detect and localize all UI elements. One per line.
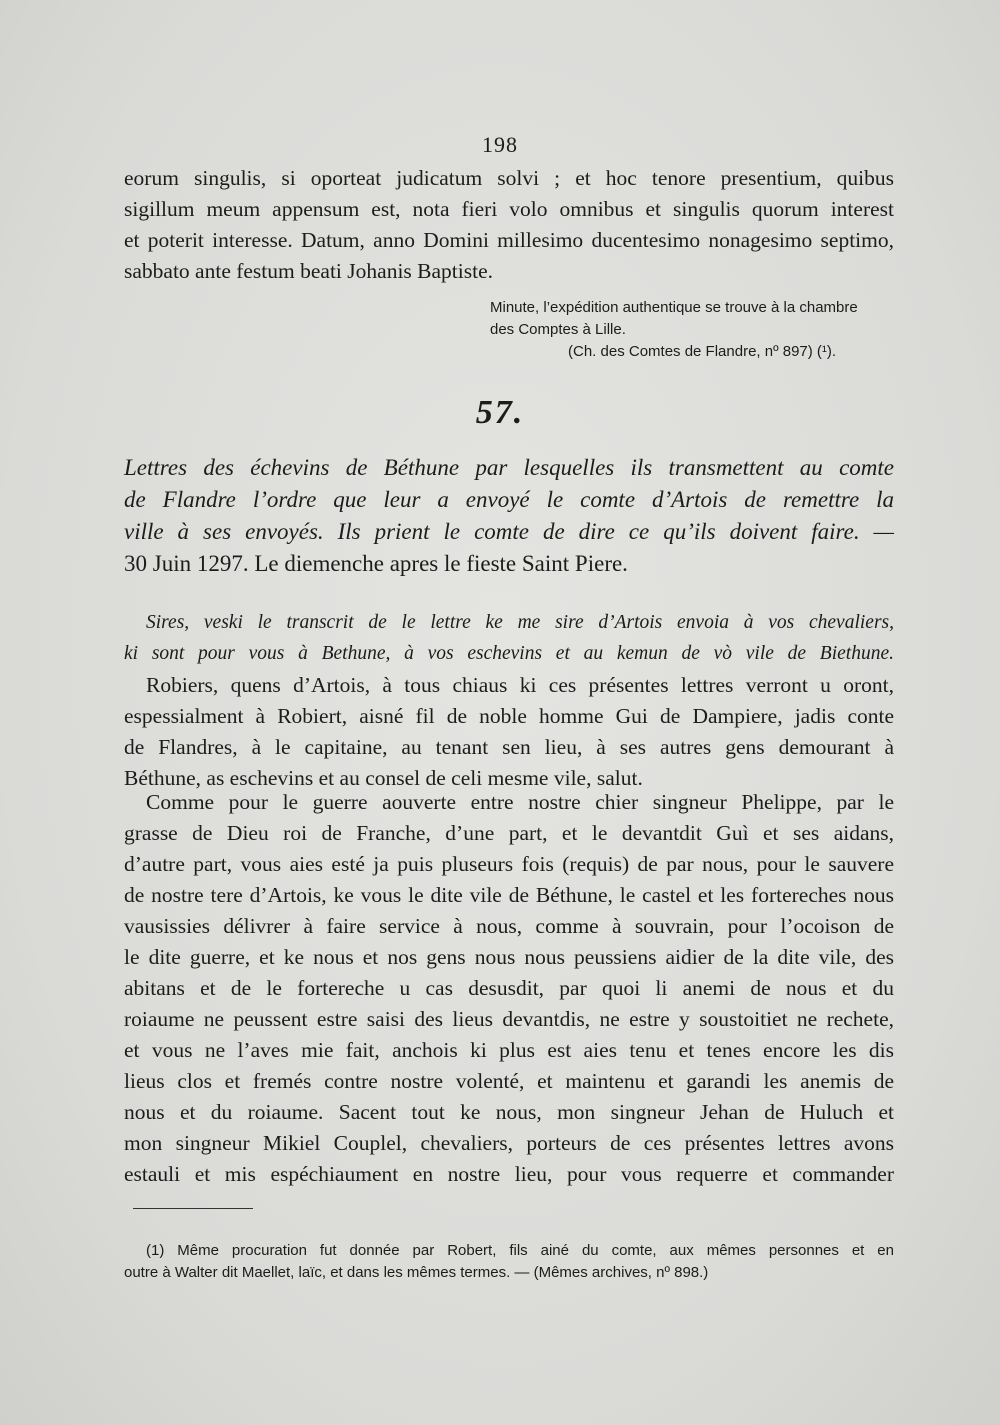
document-number: 57. <box>475 394 525 431</box>
document-summary <box>124 452 894 580</box>
summary-line: Lettres des échevins de Béthune par lesquelles ils transmettent au comte <box>124 455 894 480</box>
address-line: ki sont pour vous à Bethune, à vos eschevins et au kemun de vò vile de Biethune. <box>124 643 894 664</box>
source-note-line: des Comptes à Lille. <box>490 321 626 338</box>
text-line: et vous ne l’aves mie fait, anchois ki plus est aies tenu et tenes encore les dis <box>124 1038 894 1062</box>
source-note-line: Minute, l’expédition authentique se trouve à la chambre <box>490 299 858 316</box>
text-line: Robiers, quens d’Artois, à tous chiaus ki ces présentes lettres verront u oront, <box>146 673 894 697</box>
text-line: et poterit interesse. Datum, anno Domini millesimo ducentesimo nonagesimo septimo, <box>124 228 894 252</box>
text-line: roiaume ne peussent estre saisi des lieus devantdis, ne estre y soustoitiet ne rechete, <box>124 1007 894 1031</box>
footnote-line: (1) Même procuration fut donnée par Robert, fils ainé du comte, aux mêmes personnes et en <box>146 1242 894 1259</box>
continuation-text <box>124 163 894 287</box>
text-line: nous et du roiaume. Sacent tout ke nous, mon singneur Jehan de Huluch et <box>124 1100 894 1124</box>
text-line: grasse de Dieu roi de Franche, d’une part, et le devantdit Guì et ses aidans, <box>124 821 894 845</box>
summary-date: 30 Juin 1297. Le diemenche apres le fieste Saint Piere. <box>124 551 628 576</box>
text-line: espessialment à Robiert, aisné fil de noble homme Gui de Dampiere, jadis conte <box>124 704 894 728</box>
text-line: estauli et mis espéchiaument en nostre lieu, pour vous requerre et commander <box>124 1162 894 1186</box>
summary-line: ville à ses envoyés. Ils prient le comte de dire ce qu’ils doivent faire. — <box>124 519 894 544</box>
text-line: lieus clos et fremés contre nostre volenté, et maintenu et garandi les anemis de <box>124 1069 894 1093</box>
paragraph-2 <box>124 787 894 1190</box>
text-line: abitans et de le fortereche u cas desusdit, par quoi li anemi de nous et du <box>124 976 894 1000</box>
summary-line: de Flandre l’ordre que leur a envoyé le comte d’Artois de remettre la <box>124 487 894 512</box>
paragraph-1 <box>124 670 894 794</box>
text-line: mon singneur Mikiel Couplel, chevaliers, porteurs de ces présentes lettres avons <box>124 1131 894 1155</box>
text-line: vausissies délivrer à faire service à nous, comme à souvrain, pour l’ocoison de <box>124 914 894 938</box>
text-line: eorum singulis, si oporteat judicatum solvi ; et hoc tenore presentium, quibus <box>124 166 894 190</box>
page-number: 198 <box>482 132 518 157</box>
text-line: Béthune, as eschevins et au consel de celi mesme vile, salut. <box>124 766 643 790</box>
text-line: d’autre part, vous aies esté ja puis pluseurs fois (requis) de par nous, pour le sauvere <box>124 852 894 876</box>
text-line: sigillum meum appensum est, nota fieri volo omnibus et singulis quorum interest <box>124 197 894 221</box>
text-line: de Flandres, à le capitaine, au tenant sen lieu, à ses autres gens demourant à <box>124 735 894 759</box>
source-note <box>490 297 895 363</box>
source-citation: (Ch. des Comtes de Flandre, nº 897) (¹). <box>568 343 837 360</box>
text-line: sabbato ante festum beati Johanis Baptiste. <box>124 259 493 283</box>
letter-address <box>124 607 894 669</box>
text-line: de nostre tere d’Artois, ke vous le dite vile de Béthune, le castel et les fortereches nous <box>124 883 894 907</box>
address-line: Sires, veski le transcrit de le lettre ke me sire d’Artois envoia à vos chevaliers, <box>146 612 894 633</box>
footnote <box>124 1240 894 1284</box>
footnote-divider <box>133 1208 253 1209</box>
text-line: le dite guerre, et ke nous et nos gens nous nous peussiens aidier de la dite vile, des <box>124 945 894 969</box>
text-line: Comme pour le guerre aouverte entre nostre chier singneur Phelippe, par le <box>146 790 894 814</box>
footnote-line: outre à Walter dit Maellet, laïc, et dans les mêmes termes. — (Mêmes archives, nº 898.) <box>124 1264 709 1281</box>
